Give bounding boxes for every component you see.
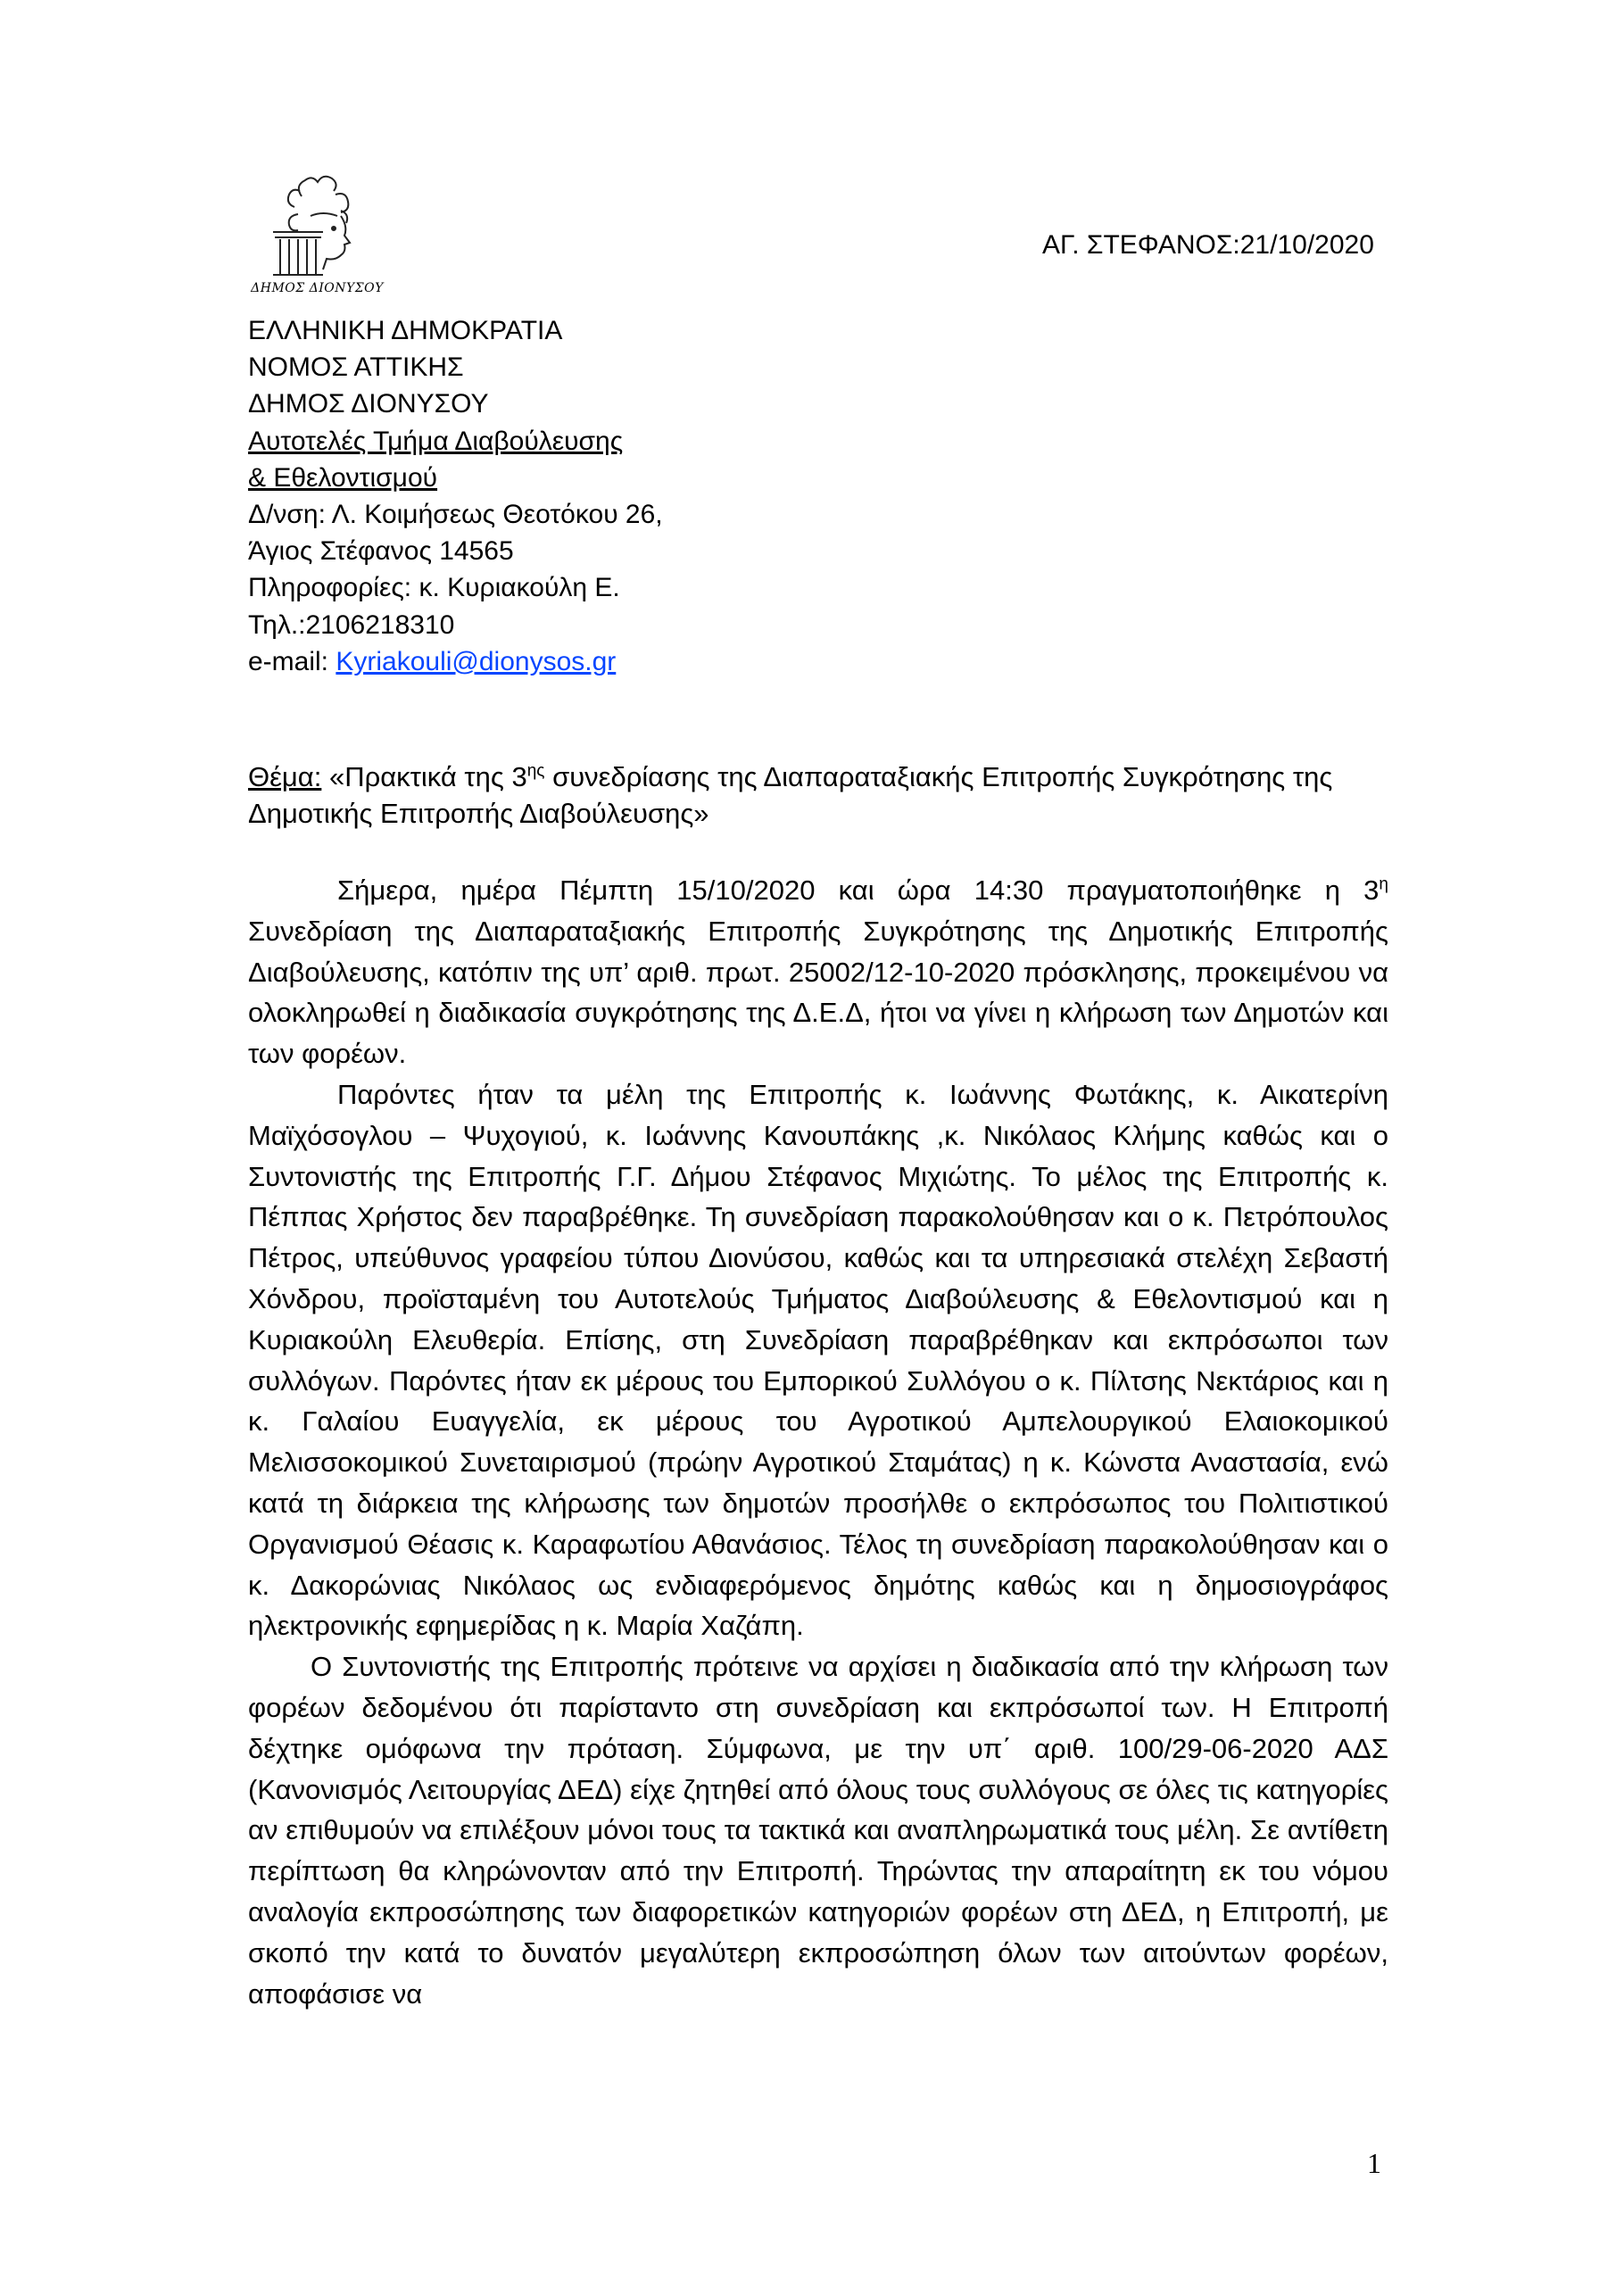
- sender-header: [248, 312, 663, 680]
- header-address-line2: Άγιος Στέφανος 14565: [248, 536, 514, 567]
- paragraph-1-superscript: η: [1379, 874, 1388, 894]
- subject-text-start: «Πρακτικά της 3: [321, 761, 527, 792]
- logo-caption: ΔΗΜΟΣ ΔΙΟΝΥΣΟΥ: [251, 281, 384, 295]
- header-address-line1: Δ/νση: Λ. Κοιμήσεως Θεοτόκου 26,: [248, 500, 663, 530]
- subject-text-end: συνεδρίασης της Διαπαραταξιακής Επιτροπής Συγκρότησης της Δημοτικής Επιτροπής Διαβούλευσης»: [248, 761, 1333, 829]
- document-body: [248, 870, 1388, 2014]
- header-municipality: ΔΗΜΟΣ ΔΙΟΝΥΣΟΥ: [248, 389, 489, 419]
- email-link[interactable]: Kyriakouli@dionysos.gr: [336, 646, 617, 676]
- document-date: ΑΓ. ΣΤΕΦΑΝΟΣ:21/10/2020: [1042, 230, 1374, 260]
- subject-label: Θέμα:: [248, 761, 322, 792]
- paragraph-1-end: Συνεδρίαση της Διαπαραταξιακής Επιτροπής Συγκρότησης της Δημοτικής Επιτροπής Διαβούλευσης, κατόπιν της υπ’ αριθ. πρωτ. 25002/12-10-2020 πρόσκλησης, προκειμένου να ολοκληρωθεί η διαδικασία συγκρότησης της Δ.Ε.Δ, ήτοι να γίνει η κλήρωση των Δημοτών και των φορέων.: [248, 915, 1388, 1070]
- municipality-logo: [248, 170, 386, 302]
- header-email-line: [248, 643, 663, 680]
- header-prefecture: ΝΟΜΟΣ ΑΤΤΙΚΗΣ: [248, 352, 464, 383]
- email-label: e-mail:: [248, 646, 336, 676]
- header-department-line2: & Εθελοντισμού: [248, 462, 438, 493]
- body-paragraph-1: [248, 870, 1388, 1074]
- body-paragraph-2: Παρόντες ήταν τα μέλη της Επιτροπής κ. Ιωάννης Φωτάκης, κ. Αικατερίνη Μαϊχόσογλου – Ψυχογιού, κ. Ιωάννης Κανουπάκης ,κ. Νικόλαος Κλήμης καθώς και ο Συντονιστής της Επιτροπής Γ.Γ. Δήμου Στέφανος Μιχιώτης. Το μέλος της Επιτροπής κ. Πέππας Χρήστος δεν παραβρέθηκε. Τη συνεδρίαση παρακολούθησαν και ο κ. Πετρόπουλος Πέτρος, υπεύθυνος γραφείου τύπου Διονύσου, καθώς και τα υπηρεσιακά στελέχη Σεβαστή Χόνδρου, προϊσταμένη του Αυτοτελούς Τμήματος Διαβούλευσης & Εθελοντισμού και η Κυριακούλη Ελευθερία. Επίσης, στη Συνεδρίαση παραβρέθηκαν και εκπρόσωποι των συλλόγων. Παρόντες ήταν εκ μέρους του Εμπορικού Συλλόγου ο κ. Πίλτσης Νεκτάριος και η κ. Γαλαίου Ευαγγελία, εκ μέρους του Αγροτικού Αμπελουργικού Ελαιοκομικού Μελισσοκομικού Συνεταιρισμού (πρώην Αγροτικού Σταμάτας) η κ. Κώνστα Αναστασία, ενώ κατά τη διάρκεια της κλήρωσης των δημοτών προσήλθε ο εκπρόσωπος του Πολιτιστικού Οργανισμού Θέασις κ. Καραφωτίου Αθανάσιος. Τέλος τη συνεδρίαση παρακολούθησαν και ο κ. Δακορώνιας Νικόλαος ως ενδιαφερόμενος δημότης καθώς και η δημοσιογράφος ηλεκτρονικής εφημερίδας η κ. Μαρία Χαζάπη.: [248, 1078, 1388, 1642]
- body-paragraph-3: Ο Συντονιστής της Επιτροπής πρότεινε να αρχίσει η διαδικασία από την κλήρωση των φορέων δεδομένου ότι παρίσταντο στη συνεδρίαση και εκπρόσωποί των. Η Επιτροπή δέχτηκε ομόφωνα την πρόταση. Σύμφωνα, με την υπ΄ αριθ. 100/29-06-2020 ΑΔΣ (Κανονισμός Λειτουργίας ΔΕΔ) είχε ζητηθεί από όλους τους συλλόγους σε όλες τις κατηγορίες αν επιθυμούν να επιλέξουν μόνοι τους τα τακτικά και αναπληρωματικά τους μέλη. Σε αντίθετη περίπτωση θα κληρώνονταν από την Επιτροπή. Τηρώντας την απαραίτητη εκ του νόμου αναλογία εκπροσώπησης των διαφορετικών κατηγοριών φορέων στη ΔΕΔ, η Επιτροπή, με σκοπό την κατά το δυνατόν μεγαλύτερη εκπροσώπηση όλων των αιτούντων φορέων, αποφάσισε να: [248, 1651, 1388, 2010]
- page-number: 1: [1367, 2147, 1381, 2179]
- header-info-contact: Πληροφορίες: κ. Κυριακούλη Ε.: [248, 573, 620, 603]
- subject-line: [248, 758, 1388, 832]
- subject-superscript: ης: [526, 761, 545, 781]
- header-country: ΕΛΛΗΝΙΚΗ ΔΗΜΟΚΡΑΤΙΑ: [248, 316, 563, 345]
- header-phone: Τηλ.:2106218310: [248, 609, 455, 640]
- paragraph-1-start: Σήμερα, ημέρα Πέμπτη 15/10/2020 και ώρα 14:30 πραγματοποιήθηκε η 3: [337, 874, 1380, 906]
- header-department-line1: Αυτοτελές Τμήμα Διαβούλευσης: [248, 426, 624, 456]
